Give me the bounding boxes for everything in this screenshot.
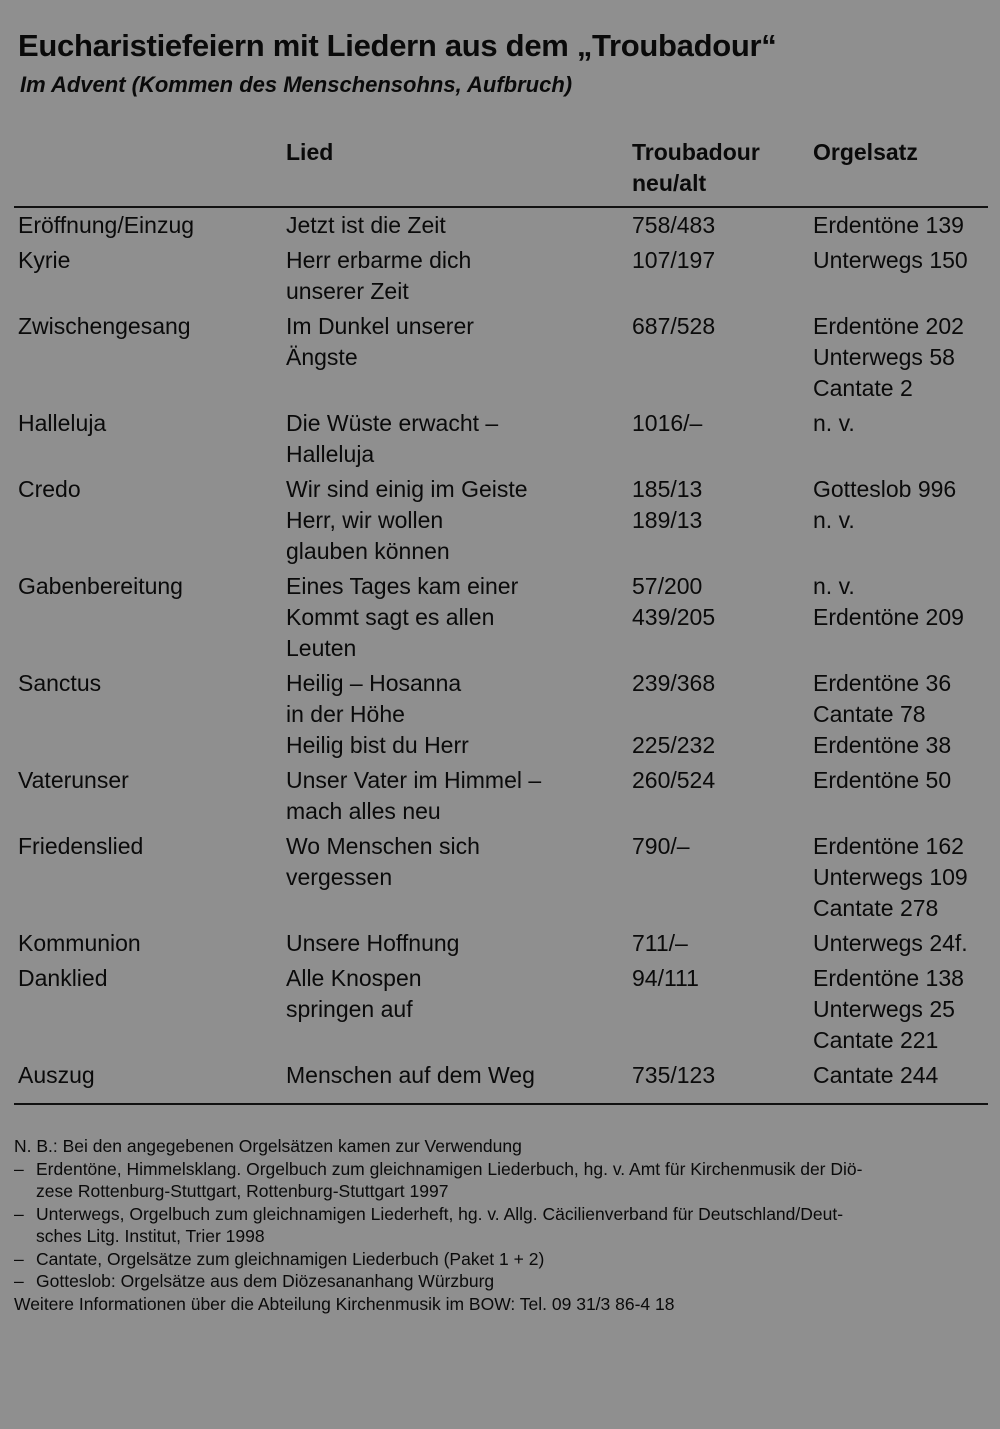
orgelsatz-entry: Erdentöne 162 (813, 833, 964, 859)
troubadour-number: 790/– (632, 833, 690, 859)
orgelsatz-entry: Unterwegs 150 (813, 247, 968, 273)
orgelsatz-entry: n. v. (813, 507, 855, 533)
orgelsatz-entry: Erdentöne 38 (813, 732, 952, 758)
row-part: Friedenslied (18, 833, 144, 859)
troubadour-number: 225/232 (632, 732, 716, 758)
orgelsatz-entry: Unterwegs 24f. (813, 930, 968, 956)
bullet-dash: – (14, 1203, 24, 1224)
notes-list (14, 1158, 994, 1293)
header-rule (14, 206, 988, 208)
song-title-line: glauben können (286, 538, 450, 564)
troubadour-number: 735/123 (632, 1062, 716, 1088)
row-part: Danklied (18, 965, 108, 991)
troubadour-number: 94/111 (632, 965, 699, 991)
notes-list-item (14, 1270, 994, 1293)
column-header-troubadour (632, 137, 760, 199)
notes-list-item-line: zese Rottenburg-Stuttgart, Rottenburg-Stuttgart 1997 (36, 1181, 449, 1201)
notes-block (14, 1135, 994, 1315)
row-part: Gabenbereitung (18, 573, 183, 599)
song-title-line: Ängste (286, 344, 358, 370)
song-title-line: Herr, wir wollen (286, 507, 444, 533)
notes-list-item-line: Cantate, Orgelsätze zum gleichnamigen Liederbuch (Paket 1 + 2) (36, 1248, 545, 1269)
row-part: Vaterunser (18, 767, 129, 793)
song-title-line: Eines Tages kam einer (286, 573, 519, 599)
song-title-line: springen auf (286, 996, 413, 1022)
bullet-dash: – (14, 1158, 24, 1179)
troubadour-number: 57/200 (632, 573, 703, 599)
song-title-line: Herr erbarme dich (286, 247, 472, 273)
notes-list-item (14, 1203, 994, 1248)
orgelsatz-entry: Gotteslob 996 (813, 476, 957, 502)
page-title: Eucharistiefeiern mit Liedern aus dem „Troubadour“ (18, 28, 777, 63)
song-title-line: Alle Knospen (286, 965, 422, 991)
orgelsatz-entry: Cantate 2 (813, 375, 913, 401)
song-title-line: mach alles neu (286, 798, 441, 824)
orgelsatz-entry: Erdentöne 202 (813, 313, 964, 339)
orgelsatz-entry: Erdentöne 138 (813, 965, 964, 991)
song-title-line: Halleluja (286, 441, 375, 467)
row-part: Auszug (18, 1062, 95, 1088)
song-title-line: Im Dunkel unserer (286, 313, 474, 339)
troubadour-number: 185/13 (632, 476, 703, 502)
notes-list-item-line: sches Litg. Institut, Trier 1998 (36, 1226, 265, 1246)
orgelsatz-entry: Erdentöne 36 (813, 670, 952, 696)
orgelsatz-entry: Unterwegs 58 (813, 344, 955, 370)
troubadour-number: 711/– (632, 930, 688, 956)
troubadour-number: 260/524 (632, 767, 716, 793)
orgelsatz-entry: n. v. (813, 410, 855, 436)
troubadour-number: 687/528 (632, 313, 716, 339)
notes-list-item-line: Erdentöne, Himmelsklang. Orgelbuch zum gleichnamigen Liederbuch, hg. v. Amt für Kirchenmusik der Diö- (36, 1158, 863, 1179)
song-title-line: Leuten (286, 635, 357, 661)
song-title-line: Unsere Hoffnung (286, 930, 460, 956)
orgelsatz-entry: Erdentöne 209 (813, 604, 964, 630)
notes-list-item (14, 1158, 994, 1203)
bullet-dash: – (14, 1248, 24, 1269)
troubadour-number: 1016/– (632, 410, 703, 436)
orgelsatz-entry: Cantate 244 (813, 1062, 939, 1088)
song-title-line: Die Wüste erwacht – (286, 410, 499, 436)
row-part: Zwischengesang (18, 313, 191, 339)
notes-list-item-line: Gotteslob: Orgelsätze aus dem Diözesananhang Würzburg (36, 1271, 495, 1291)
notes-list-item (14, 1248, 994, 1271)
column-header-orgelsatz: Orgelsatz (813, 139, 918, 165)
song-title-line: Menschen auf dem Weg (286, 1062, 535, 1088)
song-title-line: in der Höhe (286, 701, 405, 727)
column-header-lied: Lied (286, 139, 334, 165)
orgelsatz-entry: n. v. (813, 573, 855, 599)
song-title-line: Wir sind einig im Geiste (286, 476, 528, 502)
bottom-rule (14, 1103, 988, 1105)
page-subtitle: Im Advent (Kommen des Menschensohns, Aufbruch) (20, 72, 573, 97)
song-title-line: Wo Menschen sich (286, 833, 480, 859)
troubadour-number: 439/205 (632, 604, 716, 630)
row-part: Kommunion (18, 930, 141, 956)
troubadour-number: 107/197 (632, 247, 716, 273)
song-title-line: Heilig bist du Herr (286, 732, 469, 758)
song-title-line: Kommt sagt es allen (286, 604, 495, 630)
row-part: Kyrie (18, 247, 71, 273)
orgelsatz-entry: Unterwegs 25 (813, 996, 955, 1022)
row-part: Eröffnung/Einzug (18, 212, 195, 238)
bullet-dash: – (14, 1271, 24, 1291)
notes-intro: N. B.: Bei den angegebenen Orgelsätzen kamen zur Verwendung (14, 1136, 522, 1156)
troubadour-number: 758/483 (632, 212, 716, 238)
orgelsatz-entry: Cantate 278 (813, 895, 939, 921)
orgelsatz-entry: Erdentöne 139 (813, 212, 964, 238)
orgelsatz-entry: Cantate 221 (813, 1027, 939, 1053)
song-title-line: Unser Vater im Himmel – (286, 767, 542, 793)
troubadour-number: 189/13 (632, 507, 703, 533)
song-title-line: vergessen (286, 864, 393, 890)
troubadour-number: 239/368 (632, 670, 716, 696)
song-title-line: Jetzt ist die Zeit (286, 212, 446, 238)
orgelsatz-entry: Cantate 78 (813, 701, 926, 727)
song-title-line: Heilig – Hosanna (286, 670, 462, 696)
row-part: Halleluja (18, 410, 107, 436)
notes-footer: Weitere Informationen über die Abteilung Kirchenmusik im BOW: Tel. 09 31/3 86-4 18 (14, 1293, 675, 1314)
orgelsatz-entry: Erdentöne 50 (813, 767, 952, 793)
row-part: Credo (18, 476, 81, 502)
orgelsatz-entry: Unterwegs 109 (813, 864, 968, 890)
row-part: Sanctus (18, 670, 102, 696)
notes-list-item-line: Unterwegs, Orgelbuch zum gleichnamigen Liederheft, hg. v. Allg. Cäcilienverband für Deutschland/Deut- (36, 1203, 844, 1224)
column-header-troubadour-line1: Troubadour (632, 139, 760, 165)
song-title-line: unserer Zeit (286, 278, 409, 304)
column-header-troubadour-line2: neu/alt (632, 170, 707, 196)
